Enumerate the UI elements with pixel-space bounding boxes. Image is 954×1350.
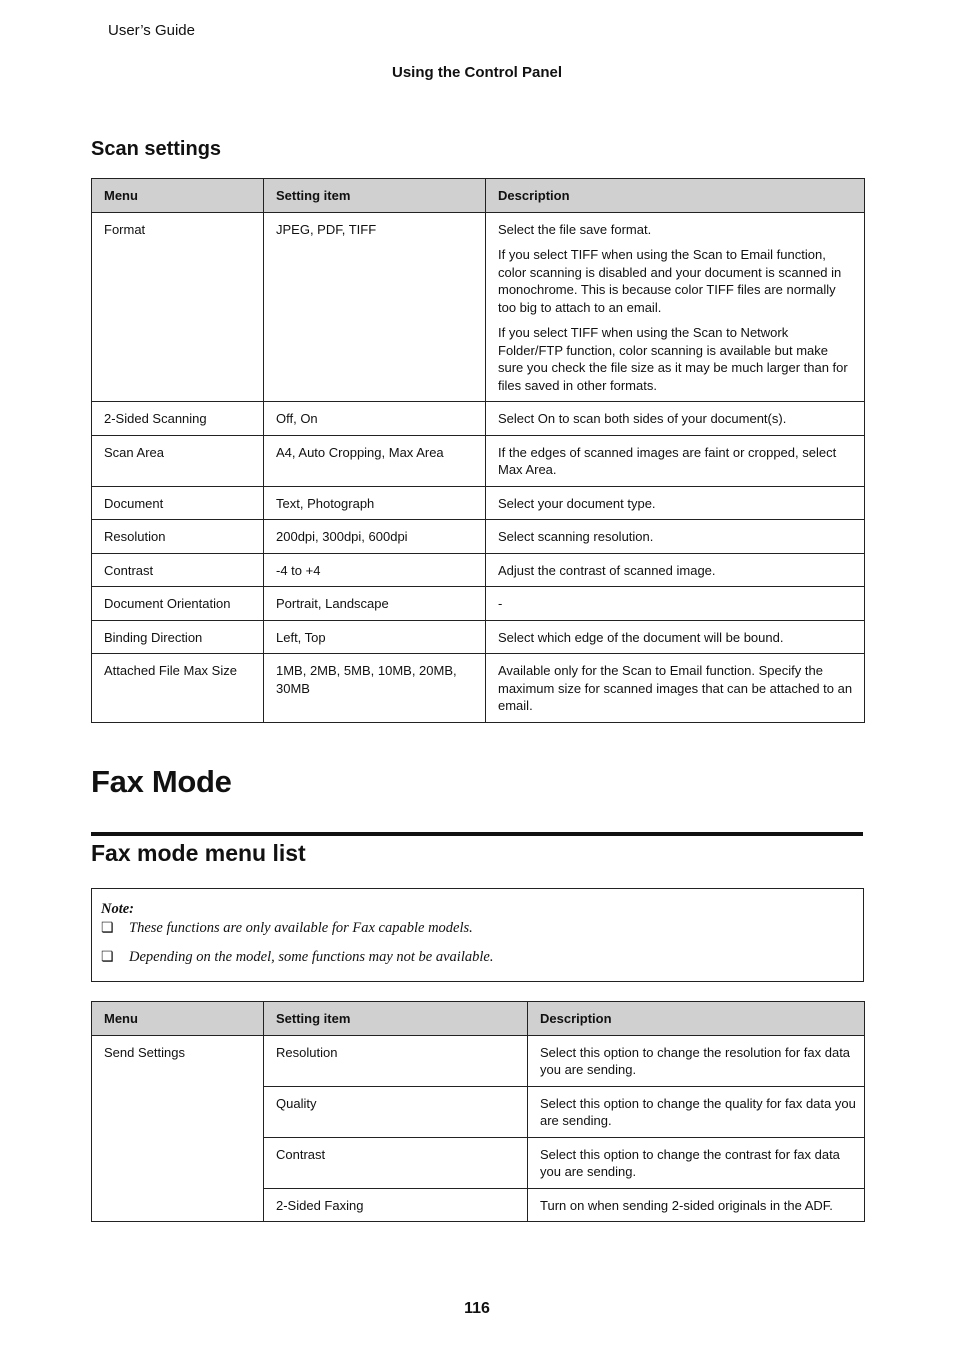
table-row (92, 212, 865, 402)
setting-item-cell: Off, On (264, 402, 486, 436)
column-header-description: Description (486, 179, 865, 213)
description-cell: Select this option to change the contrast for fax data you are sending. (528, 1137, 865, 1188)
setting-item-cell: -4 to +4 (264, 553, 486, 587)
table-row (92, 1035, 865, 1086)
description-paragraph: Select your document type. (498, 495, 656, 511)
setting-item-cell: JPEG, PDF, TIFF (264, 212, 486, 402)
note-title: Note: (101, 901, 135, 917)
description-paragraph: Select On to scan both sides of your document(s). (498, 411, 787, 426)
fax-mode-menu-list-heading: Fax mode menu list (91, 840, 306, 866)
description-paragraph: Select the file save format. (498, 221, 652, 237)
note-list-item (101, 949, 493, 966)
note-item-text: Depending on the model, some functions may not be available. (129, 949, 494, 965)
scan-settings-heading: Scan settings (91, 138, 222, 160)
description-cell (486, 402, 865, 436)
menu-cell: 2-Sided Scanning (92, 402, 264, 436)
table-row (92, 620, 865, 654)
checkbox-bullet-icon: ❏ (101, 950, 114, 965)
menu-cell: Document Orientation (92, 587, 264, 621)
setting-item-cell: Portrait, Landscape (264, 587, 486, 621)
note-box (91, 888, 864, 982)
table-row (92, 553, 865, 587)
menu-cell: Attached File Max Size (92, 654, 264, 723)
column-header-setting-item: Setting item (264, 1002, 528, 1036)
menu-cell: Document (92, 486, 264, 520)
description-cell: Select this option to change the resolution for fax data you are sending. (528, 1035, 865, 1086)
setting-item-cell: 1MB, 2MB, 5MB, 10MB, 20MB, 30MB (264, 654, 486, 723)
description-paragraph: If you select TIFF when using the Scan to Network Folder/FTP function, color scanning is available but make sure you check the file size as it may be much larger than for files saved in other formats. (498, 325, 848, 393)
description-paragraph: If the edges of scanned images are faint or cropped, select Max Area. (498, 444, 837, 477)
note-item-text: These functions are only available for Fax capable models. (129, 920, 473, 936)
menu-cell: Send Settings (92, 1035, 264, 1222)
menu-cell: Resolution (92, 520, 264, 554)
chapter-title: Using the Control Panel (391, 64, 562, 81)
table-header-row (92, 179, 865, 213)
description-cell (486, 654, 865, 723)
menu-cell: Scan Area (92, 435, 264, 486)
description-cell (486, 486, 865, 520)
table-row (92, 654, 865, 723)
table-row (92, 402, 865, 436)
column-header-setting-item: Setting item (264, 179, 486, 213)
section-divider (91, 832, 863, 836)
description-cell (486, 435, 865, 486)
column-header-menu: Menu (92, 179, 264, 213)
column-header-menu: Menu (92, 1002, 264, 1036)
page-number: 116 (464, 1300, 490, 1317)
description-paragraph: If you select TIFF when using the Scan to Email function, color scanning is disabled and your document is scanned in monochrome. This is because color TIFF files are normally too big to attach to an email. (498, 247, 842, 315)
setting-item-cell: 200dpi, 300dpi, 600dpi (264, 520, 486, 554)
description-paragraph: - (498, 596, 503, 611)
table-row (92, 520, 865, 554)
setting-item-cell: Quality (264, 1086, 528, 1137)
setting-item-cell: 2-Sided Faxing (264, 1188, 528, 1222)
guide-label: User’s Guide (108, 22, 195, 39)
scan-settings-table (91, 178, 865, 723)
description-paragraph: Adjust the contrast of scanned image. (498, 562, 716, 578)
setting-item-cell: Text, Photograph (264, 486, 486, 520)
description-paragraph: Select which edge of the document will be bound. (498, 629, 784, 645)
description-cell: Turn on when sending 2-sided originals in the ADF. (528, 1188, 865, 1222)
description-paragraph: Available only for the Scan to Email function. Specify the maximum size for scanned images that can be attached to an email. (498, 663, 853, 713)
note-list-item (101, 920, 473, 937)
checkbox-bullet-icon: ❏ (101, 921, 114, 936)
column-header-description: Description (528, 1002, 865, 1036)
table-row (92, 587, 865, 621)
description-cell: Select this option to change the quality for fax data you are sending. (528, 1086, 865, 1137)
description-cell (486, 620, 865, 654)
setting-item-cell: Contrast (264, 1137, 528, 1188)
table-row (92, 486, 865, 520)
description-cell (486, 520, 865, 554)
description-paragraph: Select scanning resolution. (498, 529, 654, 544)
fax-mode-title: Fax Mode (91, 764, 232, 799)
table-header-row (92, 1002, 865, 1036)
description-cell (486, 212, 865, 402)
menu-cell: Binding Direction (92, 620, 264, 654)
description-cell (486, 587, 865, 621)
setting-item-cell: Resolution (264, 1035, 528, 1086)
setting-item-cell: A4, Auto Cropping, Max Area (264, 435, 486, 486)
menu-cell: Format (92, 212, 264, 402)
fax-mode-table (91, 1001, 865, 1222)
description-cell (486, 553, 865, 587)
table-row (92, 435, 865, 486)
menu-cell: Contrast (92, 553, 264, 587)
setting-item-cell: Left, Top (264, 620, 486, 654)
